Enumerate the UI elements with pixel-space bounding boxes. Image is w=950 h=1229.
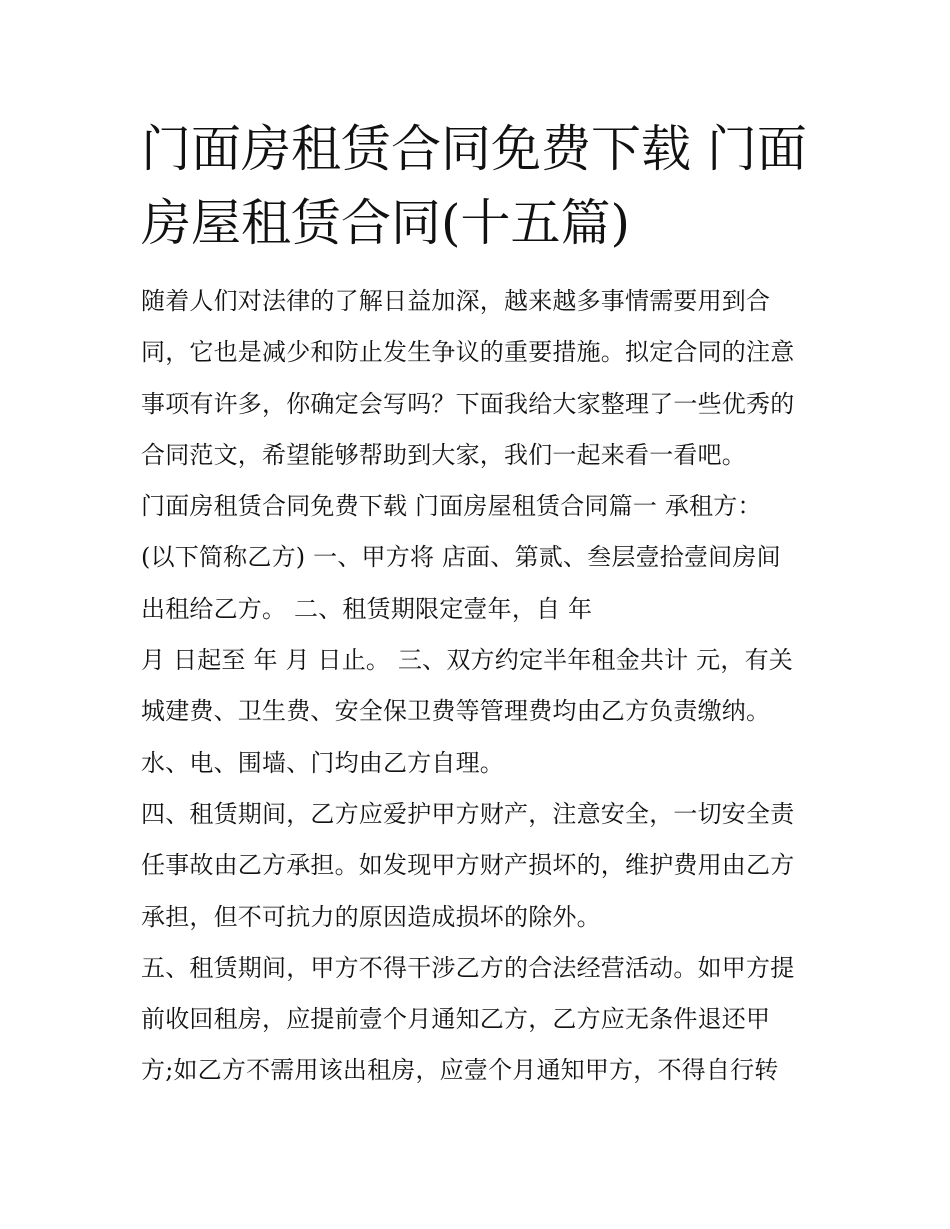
body-line: (以下简称乙方) 一、甲方将 店面、第贰、叁层壹拾壹间房间 — [141, 543, 781, 572]
document-body — [141, 276, 831, 1097]
body-line: 门面房租赁合同免费下载 门面房屋租赁合同篇一 承租方： — [141, 492, 762, 521]
body-line: 前收回租房，应提前壹个月通知乙方，乙方应无条件退还甲 — [141, 1005, 771, 1034]
body-line: 任事故由乙方承担。如发现甲方财产损坏的，维护费用由乙方 — [141, 851, 795, 880]
body-line: 合同范文，希望能够帮助到大家，我们一起来看一看吧。 — [141, 440, 746, 469]
body-line: 月 日起至 年 月 日止。 三、双方约定半年租金共计 元，有关 — [141, 646, 793, 675]
body-line: 同，它也是减少和防止发生争议的重要措施。拟定合同的注意 — [141, 338, 795, 367]
body-line: 城建费、卫生费、安全保卫费等管理费均由乙方负责缴纳。 — [141, 697, 771, 726]
body-line: 承担，但不可抗力的原因造成损坏的除外。 — [141, 902, 601, 931]
body-line: 出租给乙方。 二、租赁期限定壹年，自 年 — [141, 594, 593, 623]
body-line: 四、租赁期间，乙方应爱护甲方财产，注意安全，一切安全责 — [141, 799, 795, 828]
body-line: 方;如乙方不需用该出租房，应壹个月通知甲方，不得自行转 — [141, 1056, 779, 1085]
body-line: 水、电、围墙、门均由乙方自理。 — [141, 748, 504, 777]
title-line: 门面房租赁合同免费下载 门面 — [141, 120, 807, 178]
title-line: 房屋租赁合同(十五篇) — [141, 194, 631, 252]
body-line: 事项有许多，你确定会写吗？下面我给大家整理了一些优秀的 — [141, 389, 795, 418]
body-line: 随着人们对法律的了解日益加深，越来越多事情需要用到合 — [141, 287, 771, 315]
document-title — [141, 112, 821, 260]
body-line: 五、租赁期间，甲方不得干涉乙方的合法经营活动。如甲方提 — [141, 953, 795, 982]
